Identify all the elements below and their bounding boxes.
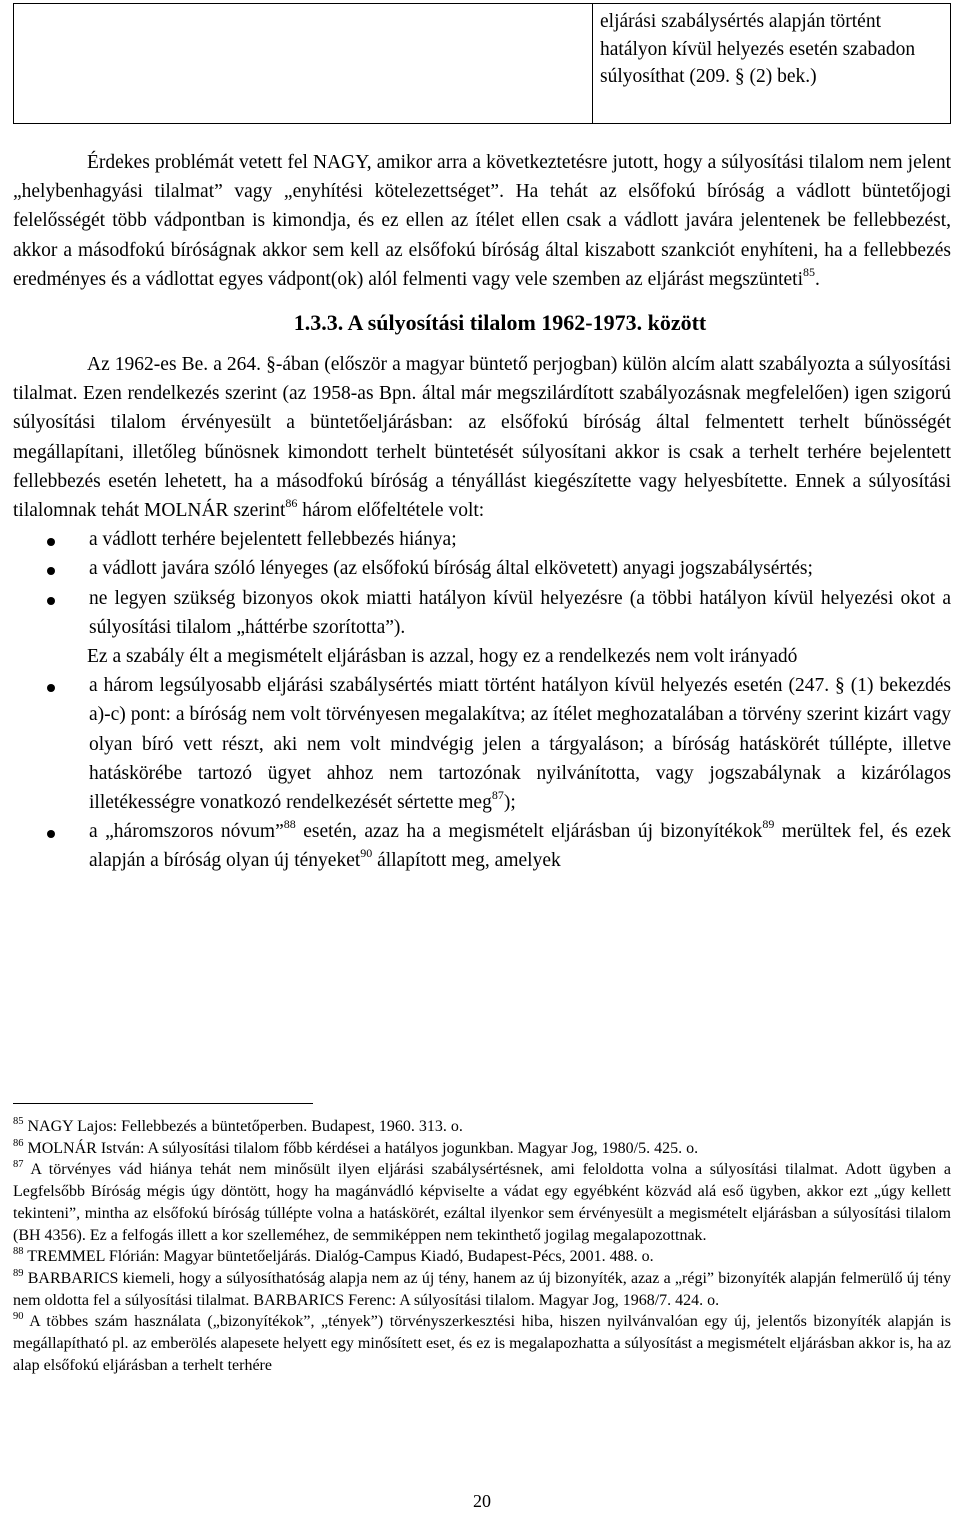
list-item: a vádlott terhére bejelentett fellebbezés hiánya; (13, 525, 951, 554)
main-text (13, 148, 951, 876)
footnote-ref-86[interactable]: 86 (285, 496, 298, 511)
continuation-table (13, 3, 951, 124)
footnote: $^{86}$ MOLNÁR István: A súlyosítási tilalom főbb kérdései a hatályos jogunkban. Magyar Jog, 1980/5. 425. o. (13, 1137, 699, 1157)
footnote: $^{89}$ BARBARICS kiemeli, hogy a súlyosíthatóság alapja nem az új tény, hanem az új bizonyíték, azaz a „régi” bizonyíték alapján felmerülő új tény nem oldotta fel a súlyosítási tilalmat. BARBARICS Ferenc: A súlyosítási tilalom. Magyar Jog, 1968/7. 424. o. (13, 1267, 951, 1309)
footnote: $^{85}$ NAGY Lajos: Fellebbezés a büntetőperben. Budapest, 1960. 313. o. (13, 1116, 463, 1135)
page-number: 20 (473, 1491, 491, 1511)
footnotes (13, 1116, 951, 1376)
rule-paragraph: Ez a szabály élt a megismételt eljárásban is azzal, hogy ez a rendelkezés nem volt irányadó (87, 646, 798, 668)
footnote: $^{87}$ A törvényes vád hiánya tehát nem minősült ilyen eljárási szabálysértésnek, ami feloldotta volna a súlyosítási tilalmat. Adott ügyben a Legfelsőbb Bíróság mégis úgy döntött, hogy ha magánvádló képviselte a vádat egy egyébként közvád alá eső ügyben, akkor ezt „úgy kellett tekinteni”, mintha az elsőfokú bíróság túllépte volna a hatáskörét, ezáltal ilyenkor sem érvényesült a megismételt eljárásban a súlyosítási tilalom (BH 4356). Ez a felfogás illett a kor szelleméhez, de semmiképpen nem tekinthető jogilag megalapozottnak. (13, 1159, 951, 1244)
footnote-ref-85[interactable]: 85 (803, 264, 815, 279)
footnote-number: 86 (13, 1137, 24, 1149)
footnote-number: 87 (13, 1159, 24, 1171)
footnote-number: 88 (13, 1246, 24, 1258)
footnote-ref-88[interactable]: 88 (283, 817, 296, 832)
footnote-ref-89[interactable]: 89 (762, 817, 775, 832)
footnote-ref-90[interactable]: 90 (360, 846, 373, 861)
section-heading: 1.3.3. A súlyosítási tilalom 1962-1973. között (293, 310, 707, 336)
table-text-cell: eljárási szabálysértés alapján történt hatályon kívül helyezés esetén szabadon súlyosíthat (209. § (2) bek.) (593, 4, 951, 124)
list-item: a három legsúlyosabb eljárási szabálysértés miatt történt hatályon kívül helyezés esetén (247. § (1) bekezdés a)-c) pont: a bíróság nem volt törvényesen megalakítva; az ítélet meghozatalában a törvény szerint kizárt vagy olyan bíró vett részt, aki nem volt mindvégig jelen a tárgyaláson; a bíróság hatáskörét túllépte, illetve hatáskörébe tartozó ügyet ahhoz nem tartozónak nyilvánította, vagy jogszabálynak a kizárólagos illetékességre vonatkozó rendelkezését sértette meg$^{87}$); (13, 671, 951, 817)
section-paragraph: Az 1962-es Be. a 264. §-ában (először a magyar büntető perjogban) külön alcím alatt szabályozta a súlyosítási tilalmat. Ezen rendelkezés szerint (az 1958-as Bpn. által már megszilárdított szabályozásnak megfelelően) igen szigorú súlyosítási tilalom érvényesült a büntetőeljárásban: az elsőfokú bíróság által felmentett terhelt bűnösségét megállapítani, illetőleg bűnösnek kimondott terhelt büntetését súlyosítani akkor is csak a terhelt terhére bejelentett fellebbezés esetén lehetett, ha a másodfokú bíróság a tényállást kiegészítette vagy helyesbítette. Ennek a súlyosítási tilalomnak tehát MOLNÁR szerint$^{86}$ három előfeltétele volt: (13, 354, 951, 522)
intro-paragraph: Érdekes problémát vetett fel NAGY, amikor arra a következtetésre jutott, hogy a súlyosítási tilalom nem jelent „helybenhagyási tilalmat” vagy „enyhítési kötelezettséget”. Ha tehát az elsőfokú bíróság a vádlott büntetőjogi felelősségét több vádpontban is kimondja, és ez ellen az ítélet ellen csak a vádlott javára jelentenek be fellebbezést, akkor a másodfokú bíróságnak akkor sem kell az elsőfokú bíróság által kiszabott szankciót enyhíteni, ha a fellebbezés eredményes és a vádlottat egyes vádpont(ok) alól felmenti vagy vele szemben az eljárást megszünteti$^{85}$. (13, 152, 951, 290)
bullet-icon (47, 567, 55, 575)
footnote-separator (13, 1103, 313, 1104)
exceptions-list (13, 671, 951, 875)
list-item: ne legyen szükség bizonyos okok miatti hatályon kívül helyezésre (a többi hatályon kívül helyezési okot a súlyosítási tilalom „háttérbe szorította”). (13, 584, 951, 642)
list-item: a vádlott javára szóló lényeges (az elsőfokú bíróság által elkövetett) anyagi jogszabálysértés; (13, 554, 951, 583)
footnote: $^{88}$ TREMMEL Flórián: Magyar büntetőeljárás. Dialóg-Campus Kiadó, Budapest-Pécs, 2001. 488. o. (13, 1246, 654, 1266)
footnote: $^{90}$ A többes szám használata („bizonyítékok”, „tények”) törvényszerkesztési hiba, hiszen nyilvánvalóan egy új, jelentős bizonyíték alapján is megállapítható pl. az emberölés alapesete helyett egy minősített eset, és ez is megalapozhatta a súlyosítást a megismételt eljárásban akkor is, ha az alap elsőfokú eljárásban a terhelt terhére (13, 1311, 951, 1374)
list-item: a „háromszoros nóvum”$^{88}$ esetén, azaz ha a megismételt eljárásban új bizonyítékok$^{89}$ merültek fel, és ezek alapján a bíróság olyan új tényeket$^{90}$ állapított meg, amelyek (13, 817, 951, 875)
bullet-icon (47, 684, 55, 692)
footnote-number: 90 (13, 1311, 24, 1323)
footnote-number: 85 (13, 1116, 24, 1127)
bullet-icon (47, 830, 55, 838)
footnote-number: 89 (13, 1267, 24, 1279)
preconditions-list (13, 525, 951, 642)
table-empty-cell (14, 4, 593, 124)
footnote-ref-87[interactable]: 87 (491, 788, 504, 803)
bullet-icon (47, 538, 55, 546)
bullet-icon (47, 597, 55, 605)
